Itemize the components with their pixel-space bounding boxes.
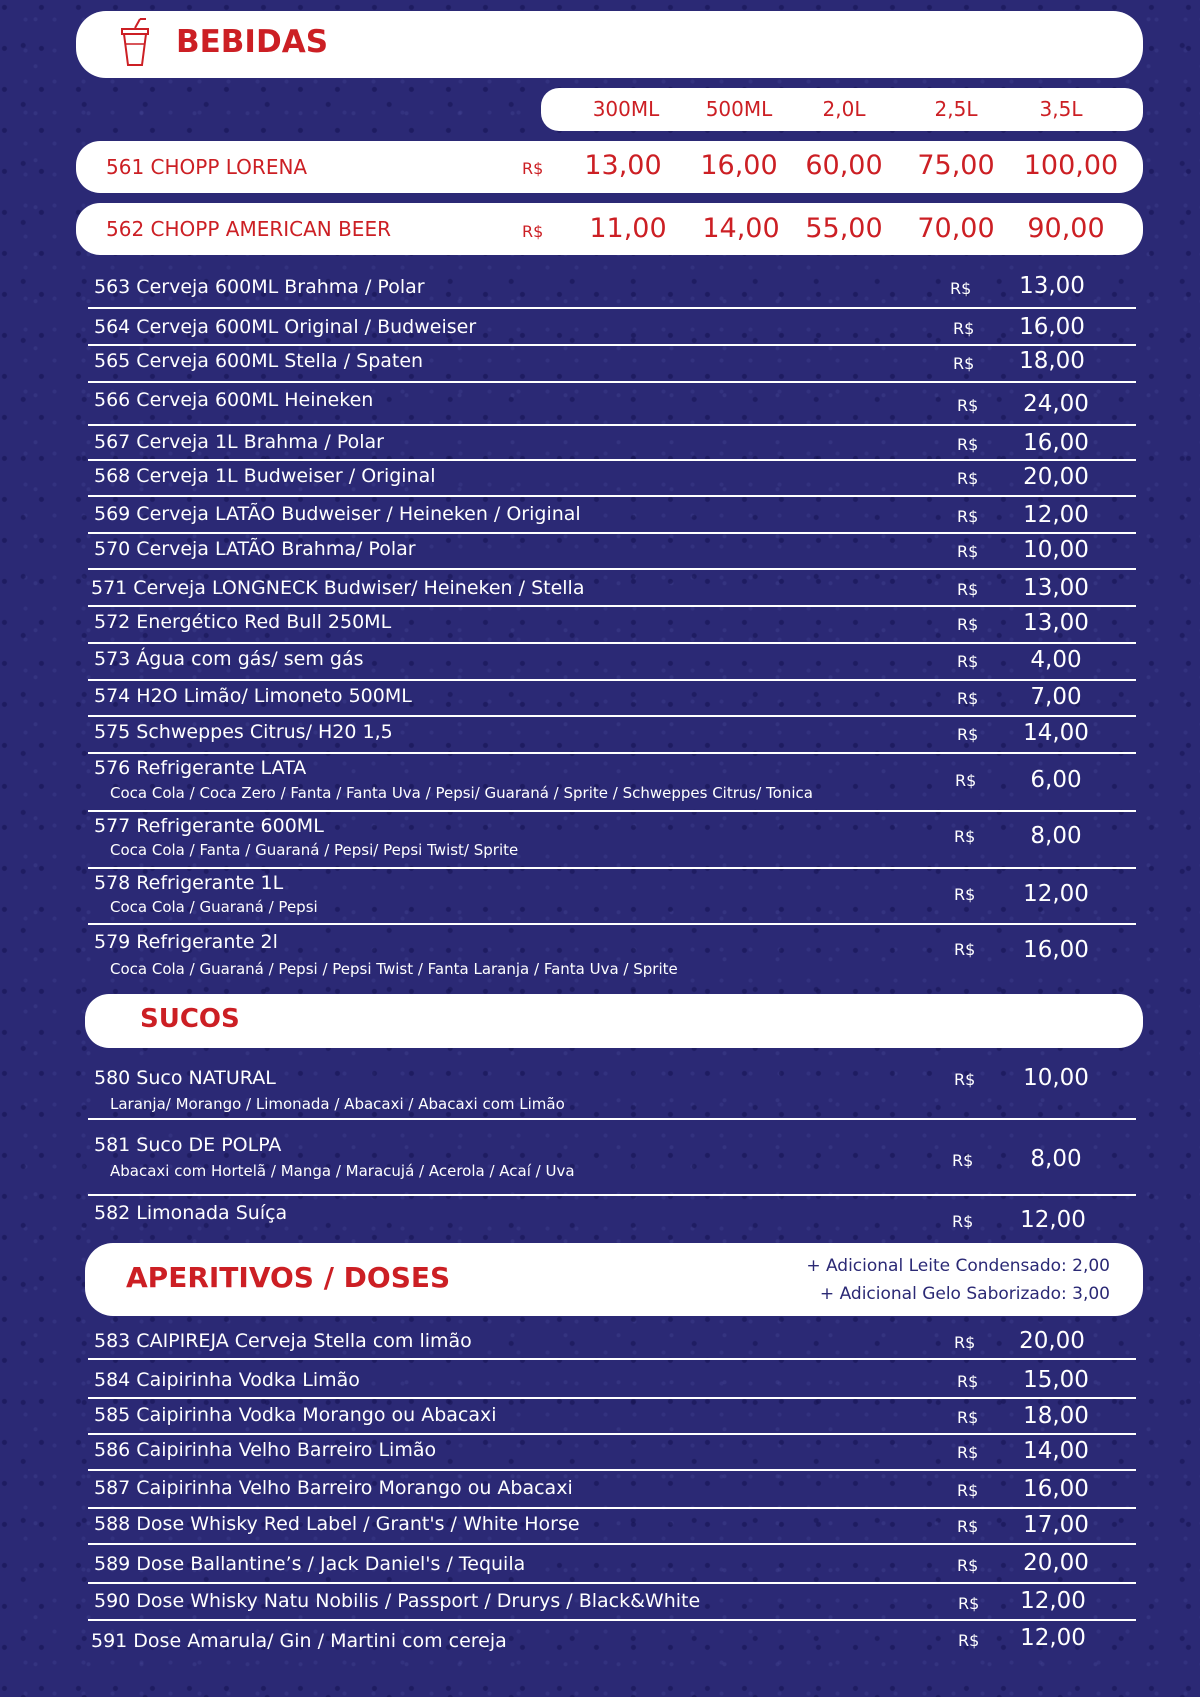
chopp-price: 16,00	[700, 150, 778, 181]
note-condensed-milk: + Adicional Leite Condensado: 2,00	[806, 1256, 1110, 1276]
list-item	[88, 383, 1136, 426]
chopp-price: 70,00	[917, 213, 995, 244]
item-name: 564 Cerveja 600ML Original / Budweiser	[94, 316, 477, 338]
list-item	[88, 1471, 1136, 1509]
item-name: 580 Suco NATURAL	[94, 1067, 276, 1089]
item-name: 575 Schweppes Citrus/ H20 1,5	[94, 721, 393, 743]
item-name: 569 Cerveja LATÃO Budweiser / Heineken / Original	[94, 503, 581, 525]
item-name: 582 Limonada Suíça	[94, 1202, 288, 1224]
list-item	[88, 1399, 1136, 1435]
list-item	[88, 1360, 1136, 1399]
item-name: 571 Cerveja LONGNECK Budwiser/ Heineken / Stella	[91, 577, 585, 599]
list-item	[88, 1509, 1136, 1545]
item-price: 10,00	[1023, 1065, 1089, 1091]
currency-label: R$	[958, 1631, 980, 1650]
chopp-price: 100,00	[1023, 150, 1119, 181]
currency-label: R$	[953, 354, 975, 373]
item-options: Laranja/ Morango / Limonada / Abacaxi / Abacaxi com Limão	[110, 1095, 565, 1113]
item-name: 589 Dose Ballantine’s / Jack Daniel's / Tequila	[94, 1553, 526, 1575]
item-price: 13,00	[1023, 575, 1089, 601]
currency-label: R$	[957, 725, 979, 744]
list-item	[88, 717, 1136, 754]
chopp-price: 75,00	[917, 150, 995, 181]
item-price: 24,00	[1023, 391, 1089, 417]
list-item	[88, 607, 1136, 644]
chopp-price: 90,00	[1027, 213, 1105, 244]
item-price: 12,00	[1020, 1207, 1086, 1233]
item-price: 16,00	[1019, 314, 1085, 340]
item-options: Coca Cola / Guaraná / Pepsi / Pepsi Twist / Fanta Laranja / Fanta Uva / Sprite	[110, 960, 678, 978]
currency-label: R$	[957, 1408, 979, 1427]
item-price: 12,00	[1023, 502, 1089, 528]
currency-label: R$	[954, 827, 976, 846]
currency-label: R$	[957, 435, 979, 454]
currency-label: R$	[957, 396, 979, 415]
list-item	[88, 346, 1136, 383]
list-item	[88, 1323, 1136, 1360]
item-price: 6,00	[1030, 767, 1082, 793]
currency-label: R$	[957, 1372, 979, 1391]
item-price: 4,00	[1030, 647, 1082, 673]
currency-label: R$	[957, 469, 979, 488]
currency-label: R$	[957, 652, 979, 671]
list-item	[88, 497, 1136, 534]
soda-cup-icon	[118, 18, 152, 68]
list-item	[88, 461, 1136, 497]
size-2-5l: 2,5L	[934, 97, 978, 121]
chopp-name: 562 CHOPP AMERICAN BEER	[106, 217, 391, 241]
item-name: 563 Cerveja 600ML Brahma / Polar	[94, 276, 425, 298]
currency-label: R$	[952, 1212, 974, 1231]
currency-label: R$	[957, 1443, 979, 1462]
item-price: 16,00	[1023, 430, 1089, 456]
item-price: 10,00	[1023, 537, 1089, 563]
currency-label: R$	[957, 1556, 979, 1575]
currency-label: R$	[950, 279, 972, 298]
currency-label: R$	[957, 689, 979, 708]
item-name: 568 Cerveja 1L Budweiser / Original	[94, 465, 436, 487]
item-price: 18,00	[1023, 1403, 1089, 1429]
currency-label: R$	[954, 940, 976, 959]
list-item	[88, 426, 1136, 461]
item-name: 566 Cerveja 600ML Heineken	[94, 389, 374, 411]
item-name: 578 Refrigerante 1L	[94, 872, 284, 894]
list-item	[88, 1621, 1136, 1661]
list-item	[88, 1060, 1136, 1120]
item-name: 588 Dose Whisky Red Label / Grant's / White Horse	[94, 1513, 580, 1535]
currency-label: R$	[957, 542, 979, 561]
item-name: 585 Caipirinha Vodka Morango ou Abacaxi	[94, 1404, 497, 1426]
size-500ml: 500ML	[705, 97, 773, 121]
chopp-price: 13,00	[584, 150, 662, 181]
item-price: 20,00	[1023, 464, 1089, 490]
item-price: 16,00	[1023, 937, 1089, 963]
item-name: 565 Cerveja 600ML Stella / Spaten	[94, 350, 424, 372]
currency-label: R$	[955, 771, 977, 790]
chopp-price: 55,00	[805, 213, 883, 244]
item-name: 576 Refrigerante LATA	[94, 757, 307, 779]
currency-label: R$	[522, 159, 544, 178]
item-price: 12,00	[1020, 1625, 1086, 1651]
currency-label: R$	[957, 1517, 979, 1536]
currency-label: R$	[522, 222, 544, 241]
item-name: 574 H2O Limão/ Limoneto 500ML	[94, 685, 412, 707]
item-price: 15,00	[1023, 1367, 1089, 1393]
item-name: 570 Cerveja LATÃO Brahma/ Polar	[94, 538, 416, 560]
item-options: Coca Cola / Coca Zero / Fanta / Fanta Uva / Pepsi/ Guaraná / Sprite / Schweppes Citrus/ Tonica	[110, 784, 813, 802]
item-options: Coca Cola / Fanta / Guaraná / Pepsi/ Pepsi Twist/ Sprite	[110, 841, 519, 859]
item-name: 572 Energético Red Bull 250ML	[94, 611, 392, 633]
size-2l: 2,0L	[822, 97, 866, 121]
item-price: 18,00	[1019, 348, 1085, 374]
list-item	[88, 1120, 1136, 1196]
currency-label: R$	[954, 1070, 976, 1089]
list-item	[88, 534, 1136, 570]
section-title-aperitivos: APERITIVOS / DOSES	[126, 1261, 451, 1294]
item-options: Coca Cola / Guaraná / Pepsi	[110, 898, 318, 916]
item-price: 12,00	[1020, 1588, 1086, 1614]
list-item	[88, 754, 1136, 812]
item-price: 20,00	[1023, 1550, 1089, 1576]
currency-label: R$	[958, 1594, 980, 1613]
item-price: 12,00	[1023, 881, 1089, 907]
item-name: 567 Cerveja 1L Brahma / Polar	[94, 431, 384, 453]
item-name: 591 Dose Amarula/ Gin / Martini com cereja	[91, 1630, 507, 1652]
item-name: 579 Refrigerante 2l	[94, 931, 278, 953]
list-item	[88, 268, 1136, 309]
currency-label: R$	[954, 885, 976, 904]
currency-label: R$	[954, 1333, 976, 1352]
item-price: 13,00	[1023, 610, 1089, 636]
section-title-sucos: SUCOS	[140, 1004, 240, 1034]
chopp-price: 60,00	[805, 150, 883, 181]
size-3-5l: 3,5L	[1039, 97, 1083, 121]
list-item	[88, 812, 1136, 869]
item-name: 583 CAIPIREJA Cerveja Stella com limão	[94, 1330, 472, 1352]
item-price: 8,00	[1030, 823, 1082, 849]
item-price: 17,00	[1023, 1512, 1089, 1538]
item-name: 584 Caipirinha Vodka Limão	[94, 1369, 360, 1391]
list-item	[88, 869, 1136, 925]
item-price: 13,00	[1019, 273, 1085, 299]
chopp-price: 11,00	[589, 213, 667, 244]
list-item	[88, 1545, 1136, 1584]
item-price: 8,00	[1030, 1146, 1082, 1172]
currency-label: R$	[957, 580, 979, 599]
item-price: 14,00	[1023, 1438, 1089, 1464]
item-name: 587 Caipirinha Velho Barreiro Morango ou Abacaxi	[94, 1477, 573, 1499]
list-item	[88, 1435, 1136, 1471]
currency-label: R$	[957, 615, 979, 634]
item-price: 7,00	[1030, 684, 1082, 710]
item-price: 16,00	[1023, 1476, 1089, 1502]
currency-label: R$	[952, 1151, 974, 1170]
item-name: 581 Suco DE POLPA	[94, 1134, 282, 1156]
chopp-price: 14,00	[702, 213, 780, 244]
list-item	[88, 925, 1136, 985]
section-title-bebidas: BEBIDAS	[176, 24, 329, 60]
item-name: 577 Refrigerante 600ML	[94, 815, 324, 837]
item-price: 20,00	[1019, 1328, 1085, 1354]
item-options: Abacaxi com Hortelã / Manga / Maracujá / Acerola / Acaí / Uva	[110, 1162, 575, 1180]
item-name: 586 Caipirinha Velho Barreiro Limão	[94, 1439, 437, 1461]
size-300ml: 300ML	[592, 97, 660, 121]
list-item	[88, 570, 1136, 607]
list-item	[88, 644, 1136, 681]
sucos-header	[85, 994, 1143, 1048]
list-item	[88, 1196, 1136, 1244]
currency-label: R$	[953, 319, 975, 338]
list-item	[88, 1584, 1136, 1621]
item-name: 590 Dose Whisky Natu Nobilis / Passport / Drurys / Black&White	[94, 1590, 701, 1612]
chopp-name: 561 CHOPP LORENA	[106, 155, 308, 179]
currency-label: R$	[957, 1481, 979, 1500]
item-price: 14,00	[1023, 720, 1089, 746]
currency-label: R$	[957, 507, 979, 526]
item-name: 573 Água com gás/ sem gás	[94, 648, 364, 670]
list-item	[88, 309, 1136, 346]
list-item	[88, 681, 1136, 717]
note-flavored-ice: + Adicional Gelo Saborizado: 3,00	[819, 1284, 1110, 1304]
